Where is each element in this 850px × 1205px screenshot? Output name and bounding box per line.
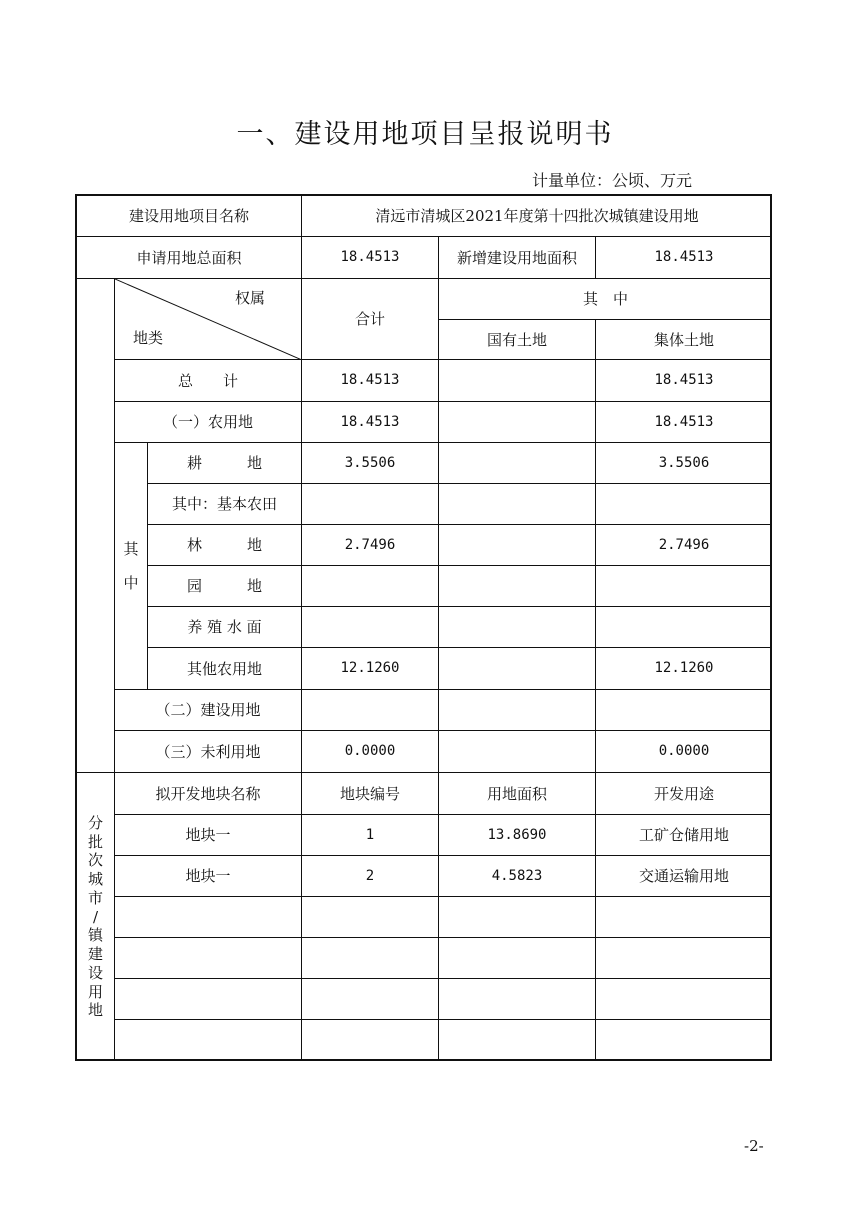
row-unused-label: （三）未利用地 <box>115 731 302 773</box>
row-other-agri-total: 12.1260 <box>302 648 439 690</box>
parcel-header-name: 拟开发地块名称 <box>115 773 302 815</box>
batch-side-char: 设 <box>87 963 103 982</box>
row-agri-label: （一）农用地 <box>115 402 302 443</box>
batch-side-char: 城 <box>87 870 103 889</box>
empty-cell <box>596 938 772 979</box>
batch-side-char: 地 <box>87 1001 103 1020</box>
row-grand-total-total: 18.4513 <box>302 360 439 402</box>
land-section-side <box>77 279 115 773</box>
parcel-row-area: 13.8690 <box>439 815 596 856</box>
empty-cell <box>596 979 772 1020</box>
empty-cell <box>115 938 302 979</box>
row-grand-total-state <box>439 360 596 402</box>
row-agri-state <box>439 402 596 443</box>
new-area-label: 新增建设用地面积 <box>439 237 596 279</box>
row-other-agri-label: 其他农用地 <box>148 648 302 690</box>
row-forest-collective: 2.7496 <box>596 525 772 566</box>
row-aquaculture-collective <box>596 607 772 648</box>
project-name-label: 建设用地项目名称 <box>77 196 302 237</box>
row-agri-total: 18.4513 <box>302 402 439 443</box>
header-among: 其 中 <box>439 279 772 320</box>
row-basic-farm-state <box>439 484 596 525</box>
row-grand-total-collective: 18.4513 <box>596 360 772 402</box>
land-type-label: 地类 <box>133 329 164 347</box>
among-side-char: 其 <box>123 539 139 558</box>
row-garden-total <box>302 566 439 607</box>
row-unused-total: 0.0000 <box>302 731 439 773</box>
row-arable-total: 3.5506 <box>302 443 439 484</box>
empty-cell <box>115 897 302 938</box>
batch-side-char: 分 <box>87 813 103 832</box>
parcel-row-area: 4.5823 <box>439 856 596 897</box>
empty-cell <box>439 897 596 938</box>
row-basic-farm-total <box>302 484 439 525</box>
row-basic-farm-label: 其中：基本农田 <box>148 484 302 525</box>
row-other-agri-collective: 12.1260 <box>596 648 772 690</box>
row-forest-label: 林 地 <box>148 525 302 566</box>
parcel-row-name: 地块一 <box>115 856 302 897</box>
batch-side-char: 市 <box>87 888 103 907</box>
parcel-row-name: 地块一 <box>115 815 302 856</box>
ownership-label: 权属 <box>235 289 266 307</box>
unit-note: 计量单位：公顷、万元 <box>531 171 692 190</box>
empty-cell <box>115 979 302 1020</box>
row-construction-label: （二）建设用地 <box>115 690 302 731</box>
empty-cell <box>439 979 596 1020</box>
row-aquaculture-total <box>302 607 439 648</box>
batch-side-char: 次 <box>87 851 103 870</box>
row-unused-collective: 0.0000 <box>596 731 772 773</box>
empty-cell <box>596 1020 772 1061</box>
new-area-value: 18.4513 <box>596 237 772 279</box>
parcel-row-use: 工矿仓储用地 <box>596 815 772 856</box>
header-collective-land: 集体土地 <box>596 320 772 360</box>
row-unused-state <box>439 731 596 773</box>
total-area-value: 18.4513 <box>302 237 439 279</box>
empty-cell <box>115 1020 302 1061</box>
row-garden-label: 园 地 <box>148 566 302 607</box>
among-side-char: 中 <box>123 574 139 592</box>
header-total: 合计 <box>302 279 439 360</box>
row-aquaculture-label: 养 殖 水 面 <box>148 607 302 648</box>
header-state-land: 国有土地 <box>439 320 596 360</box>
empty-cell <box>596 897 772 938</box>
batch-side-char: 用 <box>87 982 103 1001</box>
empty-cell <box>439 1020 596 1061</box>
parcel-row-use: 交通运输用地 <box>596 856 772 897</box>
row-garden-state <box>439 566 596 607</box>
batch-side-label <box>77 773 115 1061</box>
batch-side-char: 批 <box>87 832 103 851</box>
parcel-header-use: 开发用途 <box>596 773 772 815</box>
row-arable-label: 耕 地 <box>148 443 302 484</box>
parcel-header-code: 地块编号 <box>302 773 439 815</box>
among-side-label <box>115 443 148 690</box>
row-garden-collective <box>596 566 772 607</box>
diagonal-line <box>115 279 302 360</box>
page-number: -2- <box>744 1137 764 1155</box>
empty-cell <box>439 938 596 979</box>
empty-cell <box>302 897 439 938</box>
batch-side-char: / <box>92 907 99 926</box>
empty-cell <box>302 979 439 1020</box>
total-area-label: 申请用地总面积 <box>77 237 302 279</box>
row-other-agri-state <box>439 648 596 690</box>
document-title: 一、建设用地项目呈报说明书 <box>236 119 614 150</box>
land-use-table <box>75 194 772 1061</box>
row-aquaculture-state <box>439 607 596 648</box>
row-construction-collective <box>596 690 772 731</box>
parcel-row-code: 1 <box>302 815 439 856</box>
parcel-header-area: 用地面积 <box>439 773 596 815</box>
row-forest-total: 2.7496 <box>302 525 439 566</box>
row-arable-collective: 3.5506 <box>596 443 772 484</box>
row-construction-total <box>302 690 439 731</box>
parcel-row-code: 2 <box>302 856 439 897</box>
row-agri-collective: 18.4513 <box>596 402 772 443</box>
row-arable-state <box>439 443 596 484</box>
row-basic-farm-collective <box>596 484 772 525</box>
batch-side-char: 建 <box>87 945 103 964</box>
row-forest-state <box>439 525 596 566</box>
empty-cell <box>302 938 439 979</box>
header-diagonal-cell <box>115 279 302 360</box>
project-name-value: 清远市清城区2021年度第十四批次城镇建设用地 <box>302 196 772 237</box>
row-construction-state <box>439 690 596 731</box>
empty-cell <box>302 1020 439 1061</box>
row-grand-total-label: 总 计 <box>115 360 302 402</box>
batch-side-char: 镇 <box>87 926 103 945</box>
